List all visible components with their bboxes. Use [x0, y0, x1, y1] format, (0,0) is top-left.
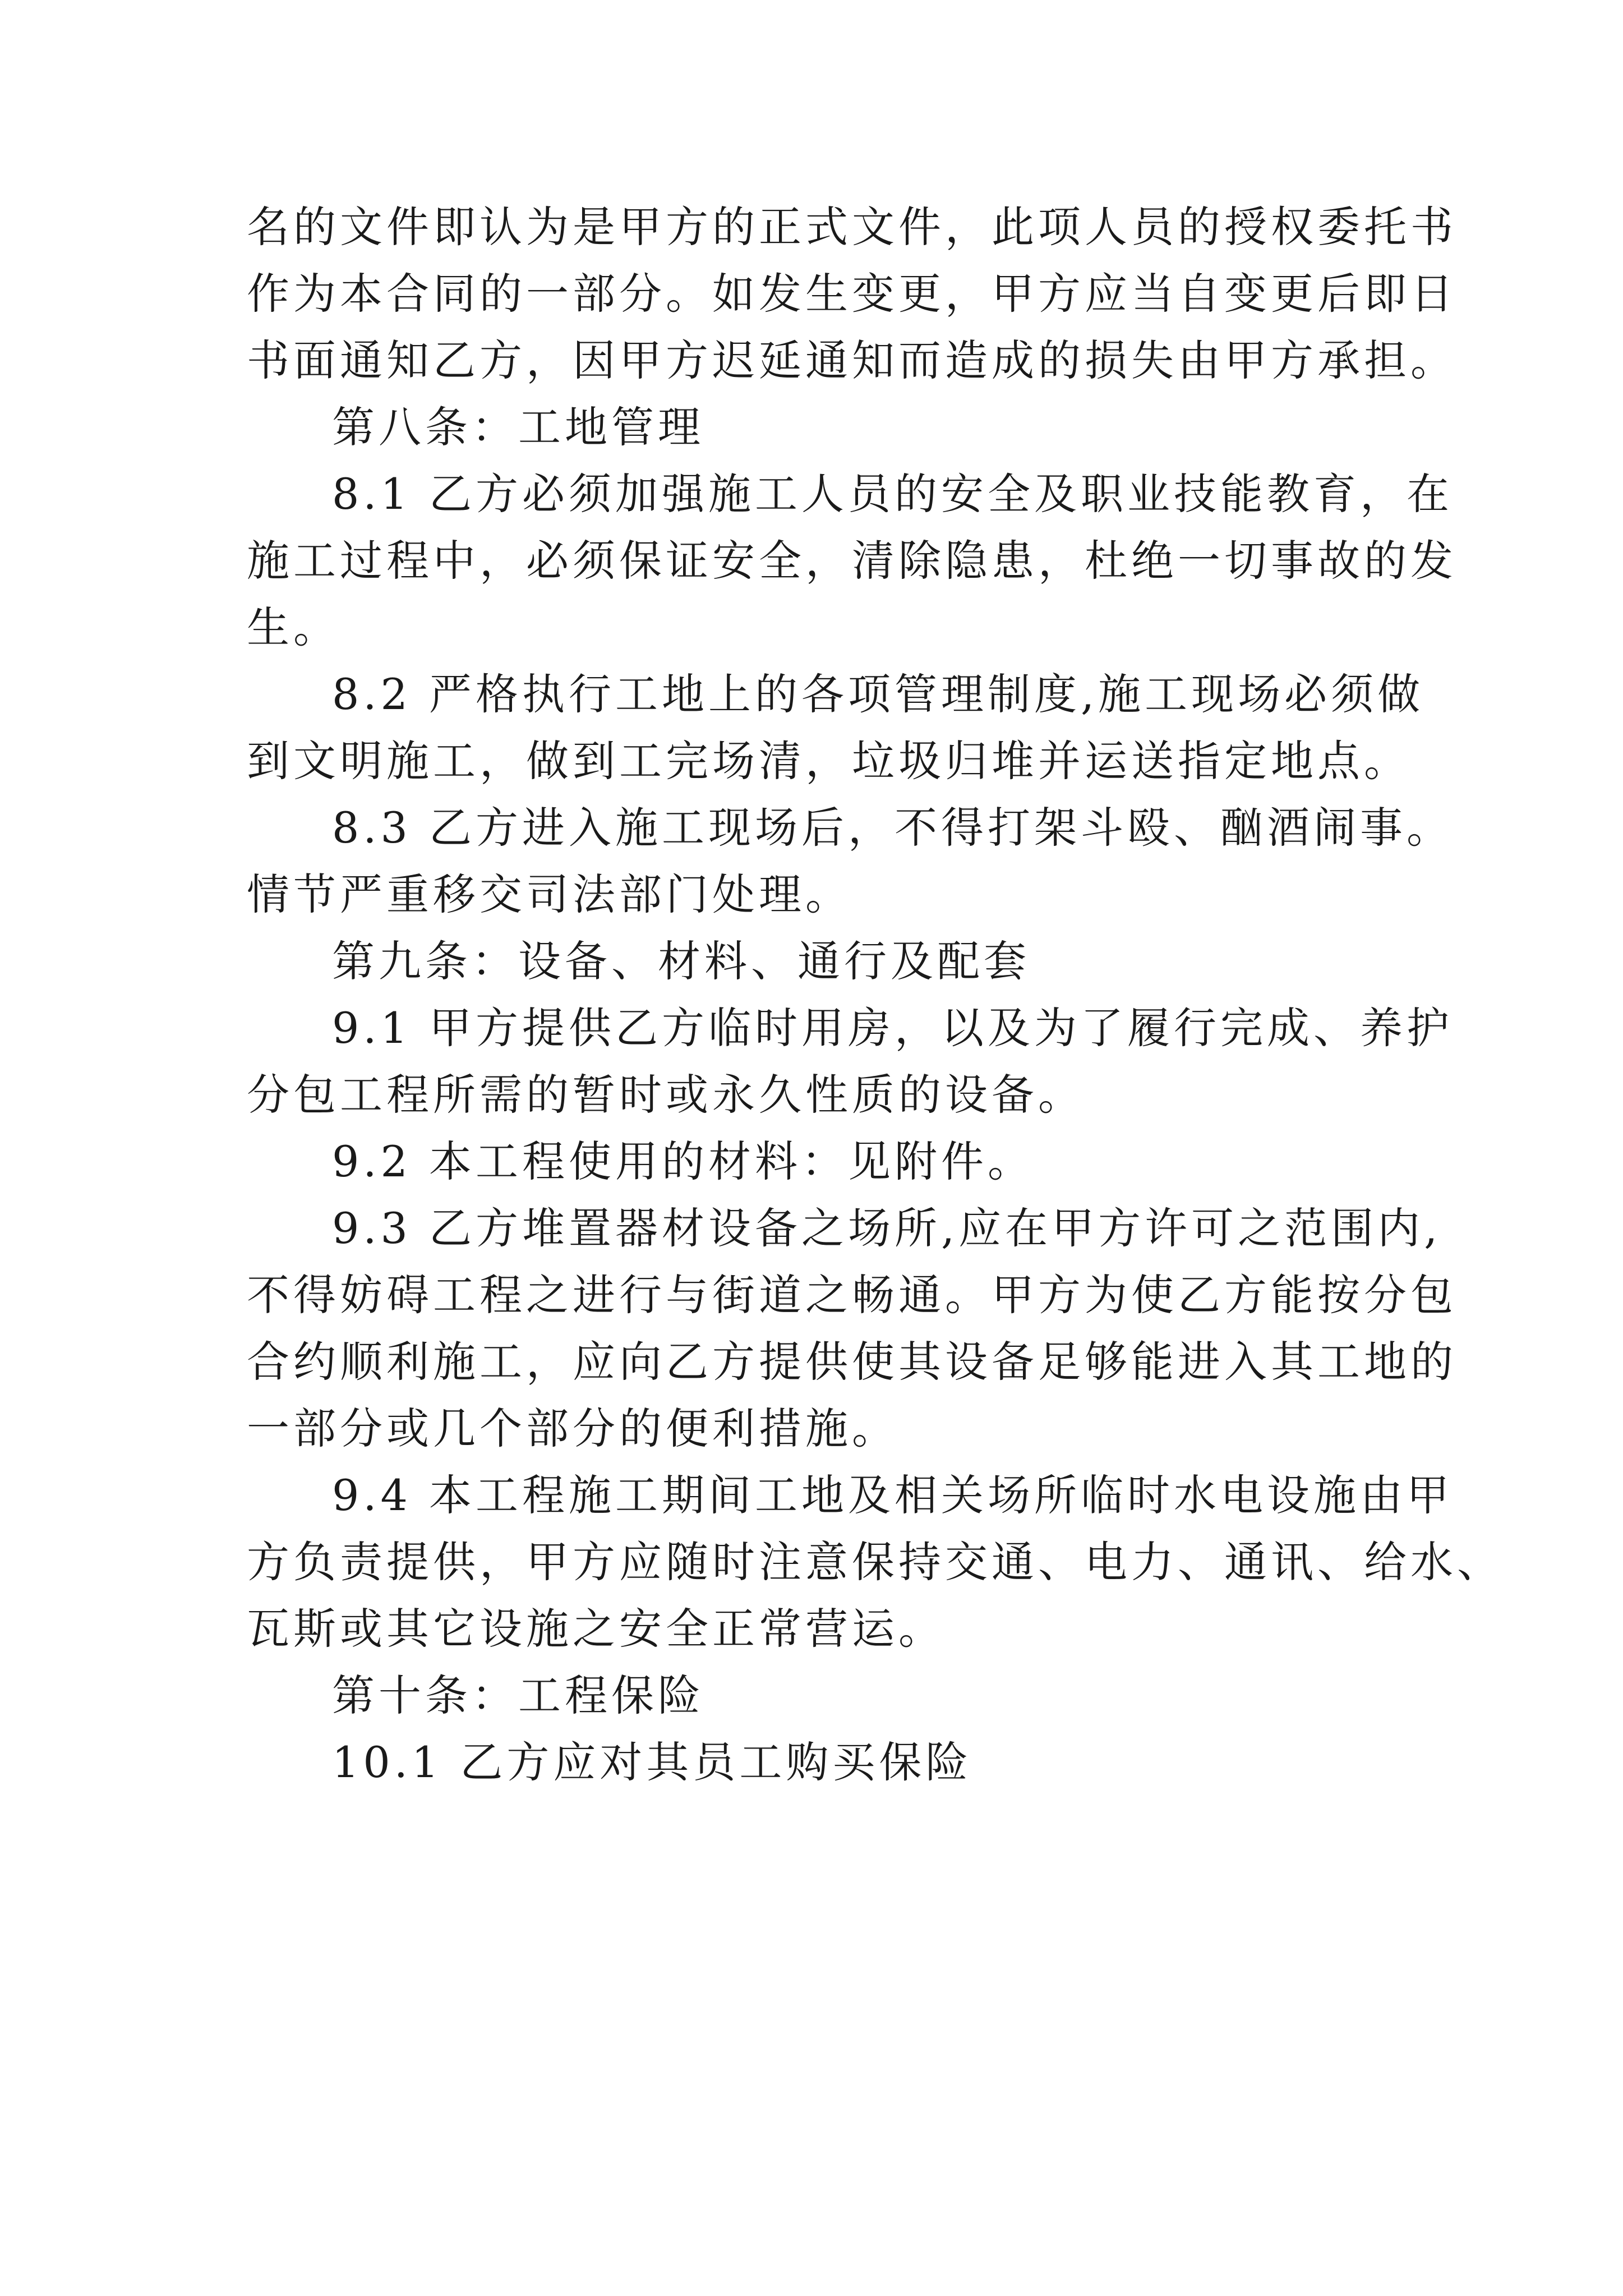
clause-8-1: 8.1 乙方必须加强施工人员的安全及职业技能教育，在 — [332, 469, 1454, 519]
text-line: 书面通知乙方，因甲方迟延通知而造成的损失由甲方承担。 — [247, 335, 1457, 385]
text-line: 到文明施工，做到工完场清，垃圾归堆并运送指定地点。 — [247, 736, 1410, 786]
text-line: 不得妨碍工程之进行与街道之畅通。甲方为使乙方能按分包 — [247, 1270, 1457, 1320]
text-line: 生。 — [247, 602, 340, 652]
clause-10-1: 10.1 乙方应对其员工购买保险 — [332, 1737, 972, 1787]
text-line: 情节严重移交司法部门处理。 — [247, 869, 852, 919]
clause-8-2: 8.2 严格执行工地上的各项管理制度,施工现场必须做 — [332, 669, 1424, 719]
section-heading-9: 第九条：设备、材料、通行及配套 — [332, 936, 1030, 986]
text-line: 合约顺利施工，应向乙方提供使其设备足够能进入其工地的 — [247, 1337, 1457, 1387]
clause-9-4: 9.4 本工程施工期间工地及相关场所临时水电设施由甲 — [332, 1470, 1454, 1520]
text-line: 瓦斯或其它设施之安全正常营运。 — [247, 1604, 945, 1654]
document-body — [247, 194, 1504, 1796]
section-heading-10: 第十条：工程保险 — [332, 1671, 704, 1720]
clause-8-3: 8.3 乙方进入施工现场后，不得打架斗殴、酗酒闹事。 — [332, 803, 1454, 853]
text-line: 方负责提供，甲方应随时注意保持交通、电力、通讯、给水、 — [247, 1537, 1504, 1587]
text-line: 作为本合同的一部分。如发生变更，甲方应当自变更后即日 — [247, 269, 1457, 319]
text-line: 分包工程所需的暂时或永久性质的设备。 — [247, 1070, 1085, 1120]
clause-9-1: 9.1 甲方提供乙方临时用房，以及为了履行完成、养护 — [332, 1003, 1454, 1053]
text-line: 施工过程中，必须保证安全，清除隐患，杜绝一切事故的发 — [247, 536, 1457, 586]
clause-9-3: 9.3 乙方堆置器材设备之场所,应在甲方许可之范围内, — [332, 1203, 1442, 1253]
clause-9-2: 9.2 本工程使用的材料：见附件。 — [332, 1137, 1035, 1186]
text-line: 一部分或几个部分的便利措施。 — [247, 1404, 898, 1453]
text-line: 名的文件即认为是甲方的正式文件，此项人员的授权委托书 — [247, 202, 1457, 252]
section-heading-8: 第八条：工地管理 — [332, 402, 704, 452]
